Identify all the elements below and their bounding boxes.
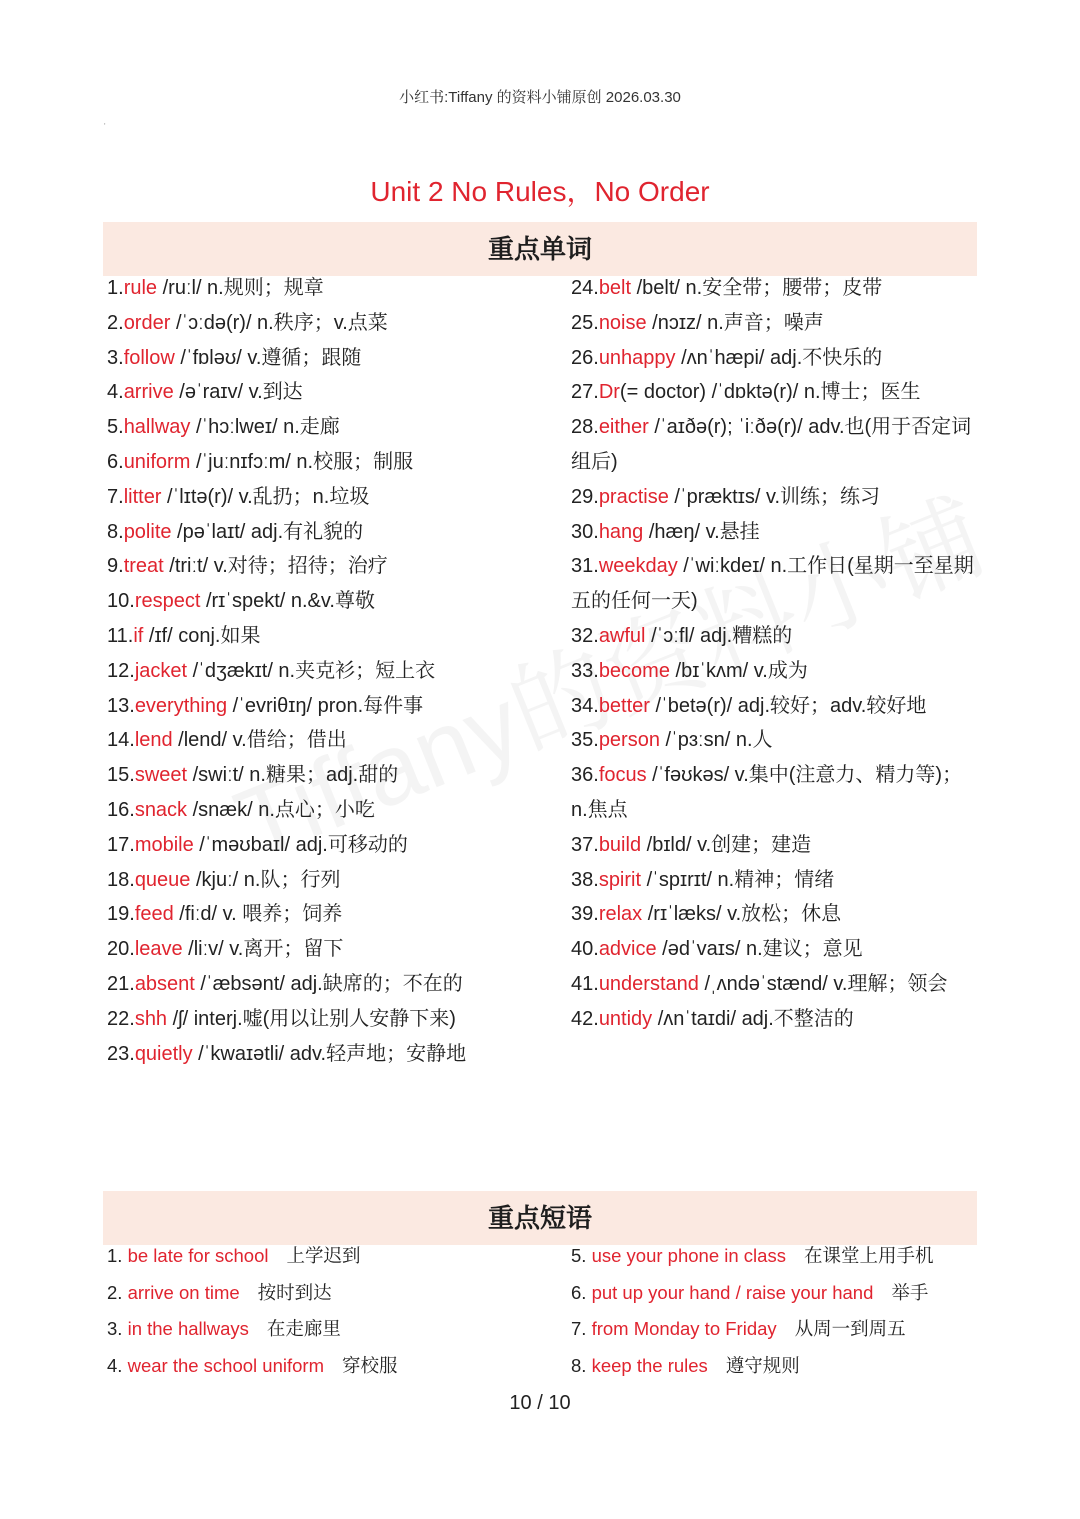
vocab-word: hallway: [123, 416, 191, 439]
phrase-meaning: 穿校服: [341, 1354, 398, 1376]
vocab-word: shh: [134, 1007, 168, 1030]
word-entry: [571, 863, 976, 898]
phrase-text: be late for school: [127, 1245, 269, 1266]
word-entry: [107, 758, 557, 793]
phrase-meaning: 在课堂上用手机: [803, 1245, 934, 1266]
word-number: 19.: [107, 903, 135, 926]
word-entry: [107, 515, 557, 550]
word-entry: [571, 689, 976, 724]
word-definition: /ʌnˈtaɪdi/ adj.不整洁的: [652, 1007, 854, 1030]
word-definition: /ˈpɜːsn/ n.人: [659, 729, 773, 752]
word-number: 26.: [571, 346, 599, 369]
phrase-list-right: [571, 1238, 991, 1384]
phrase-entry: [107, 1238, 557, 1275]
phrase-entry: [571, 1238, 991, 1275]
phrase-text: keep the rules: [591, 1354, 708, 1376]
phrase-number: 1.: [107, 1245, 128, 1266]
word-entry: [571, 897, 976, 932]
word-number: 3.: [107, 346, 124, 369]
word-definition: /snæk/ n.点心；小吃: [187, 798, 375, 821]
phrase-meaning: 举手: [891, 1281, 929, 1303]
vocab-word: leave: [134, 938, 183, 961]
word-number: 36.: [571, 764, 599, 787]
phrase-meaning: 上学迟到: [286, 1245, 361, 1266]
phrase-entry: [107, 1311, 557, 1348]
word-number: 33.: [571, 659, 599, 682]
phrase-text: from Monday to Friday: [591, 1318, 777, 1340]
word-entry: [107, 410, 557, 445]
word-number: 28.: [571, 416, 599, 439]
phrase-entry: [107, 1275, 557, 1312]
unit-title: Unit 2 No Rules，No Order: [370, 176, 710, 207]
word-definition: /bɪld/ v.创建；建造: [641, 833, 812, 856]
word-definition: /lend/ v.借给；借出: [172, 729, 347, 752]
vocab-word: understand: [598, 972, 699, 995]
vocab-word: polite: [123, 520, 172, 543]
word-entry: [571, 654, 976, 689]
section-header-words: 重点单词: [103, 222, 977, 276]
word-number: 35.: [571, 729, 599, 752]
word-definition: /ˈfəʊkəs/ v.集中(注意力、精力等)；n.焦点: [571, 764, 963, 821]
vocab-word: practise: [598, 485, 669, 508]
vocab-word: queue: [134, 868, 191, 891]
vocab-word: quietly: [134, 1042, 193, 1065]
word-entry: [107, 828, 557, 863]
phrase-number: 7.: [571, 1318, 592, 1340]
word-definition: /kjuː/ n.队；行列: [190, 868, 341, 891]
word-entry: [107, 271, 557, 306]
word-definition: /ˈwiːkdeɪ/ n.工作日(星期一至星期五的任何一天): [571, 555, 974, 613]
word-definition: /ʃ/ interj.嘘(用以让别人安静下来): [167, 1007, 456, 1030]
word-number: 20.: [107, 938, 135, 961]
word-definition: /fiːd/ v. 喂养；饲养: [173, 903, 343, 926]
vocab-word: rule: [123, 277, 158, 299]
vocab-word: absent: [134, 972, 195, 995]
phrase-meaning: 遵守规则: [725, 1354, 800, 1376]
word-definition: /ədˈvaɪs/ n.建议；意见: [656, 938, 863, 961]
word-definition: /pəˈlaɪt/ adj.有礼貌的: [171, 520, 364, 543]
phrase-text: wear the school uniform: [127, 1354, 324, 1376]
page-number: 10 / 10: [509, 1392, 571, 1414]
word-number: 23.: [107, 1042, 135, 1065]
word-definition: /ˈbetə(r)/ adj.较好；adv.较好地: [649, 694, 927, 717]
vocab-word: spirit: [598, 868, 642, 891]
word-entry: [571, 515, 976, 550]
vocab-word: jacket: [134, 659, 188, 682]
word-definition: /ˈkwaɪətli/ adv.轻声地；安静地: [192, 1042, 467, 1065]
word-number: 34.: [571, 694, 599, 717]
word-entry: [107, 1002, 557, 1037]
vocab-word: snack: [134, 798, 188, 821]
phrase-number: 8.: [571, 1354, 592, 1376]
word-number: 40.: [571, 938, 599, 961]
phrase-list-left: [107, 1238, 557, 1384]
word-number: 42.: [571, 1007, 599, 1030]
word-definition: /liːv/ v.离开；留下: [182, 938, 344, 961]
phrase-number: 4.: [107, 1354, 128, 1376]
word-definition: /ɪf/ conj.如果: [143, 624, 261, 647]
word-number: 27.: [571, 381, 599, 404]
word-entry: [571, 828, 976, 863]
word-definition: /rɪˈspekt/ n.&v.尊敬: [200, 590, 375, 613]
vocab-word: treat: [123, 555, 164, 578]
word-entry: [107, 967, 557, 1002]
vocab-word: if: [133, 624, 144, 647]
vocab-word: weekday: [598, 555, 678, 578]
section-header-phrases: 重点短语: [103, 1191, 977, 1245]
phrase-number: 3.: [107, 1318, 128, 1340]
word-entry: [571, 375, 976, 410]
phrase-entry: [571, 1275, 991, 1312]
phrase-entry: [571, 1348, 991, 1385]
word-entry: [107, 584, 557, 619]
word-entry: [107, 445, 557, 480]
word-definition: /ˈfɒləʊ/ v.遵循；跟随: [174, 346, 362, 369]
word-number: 25.: [571, 311, 599, 334]
word-entry: [571, 723, 976, 758]
word-entry: [107, 480, 557, 515]
phrase-meaning: 在走廊里: [266, 1318, 341, 1340]
word-number: 39.: [571, 903, 599, 926]
word-definition: /ˈməʊbaɪl/ adj.可移动的: [193, 833, 408, 856]
vocab-word: become: [598, 659, 670, 682]
word-number: 9.: [107, 555, 124, 578]
word-entry: [571, 967, 976, 1002]
word-number: 15.: [107, 764, 135, 787]
word-definition: /ˈɔːfl/ adj.糟糕的: [645, 624, 793, 647]
word-entry: [107, 341, 557, 376]
vocab-word: follow: [123, 346, 175, 369]
word-number: 2.: [107, 311, 124, 334]
word-number: 12.: [107, 659, 135, 682]
word-definition: /swiːt/ n.糖果；adj.甜的: [187, 764, 399, 787]
word-number: 22.: [107, 1007, 135, 1030]
vocab-word: focus: [598, 764, 647, 787]
vocab-word: lend: [134, 729, 173, 752]
word-entry: [107, 897, 557, 932]
word-definition: /ˌʌndəˈstænd/ v.理解；领会: [698, 972, 948, 995]
word-entry: [571, 341, 976, 376]
word-entry: [571, 410, 976, 480]
word-definition: /ˈdʒækɪt/ n.夹克衫；短上衣: [187, 659, 436, 682]
phrase-meaning: 从周一到周五: [794, 1318, 906, 1340]
word-entry: [571, 306, 976, 341]
word-entry: [107, 932, 557, 967]
word-number: 16.: [107, 798, 135, 821]
word-number: 6.: [107, 450, 124, 473]
vocab-word: mobile: [134, 833, 194, 856]
word-list-left: [107, 271, 557, 1071]
phrase-text: arrive on time: [127, 1281, 240, 1303]
vocab-word: arrive: [123, 381, 174, 404]
word-entry: [571, 1002, 976, 1037]
vocab-word: respect: [134, 590, 201, 613]
word-number: 38.: [571, 868, 599, 891]
phrase-entry: [107, 1348, 557, 1385]
word-definition: /ˈlɪtə(r)/ v.乱扔；n.垃圾: [161, 485, 370, 508]
vocab-word: relax: [598, 903, 643, 926]
word-definition: /ˈɔːdə(r)/ n.秩序；v.点菜: [170, 311, 388, 334]
vocab-word: everything: [134, 694, 228, 717]
phrase-text: use your phone in class: [591, 1245, 786, 1266]
vocab-word: uniform: [123, 450, 191, 473]
phrase-meaning: 按时到达: [257, 1281, 332, 1303]
phrase-number: 2.: [107, 1281, 128, 1303]
vocab-word: advice: [598, 938, 657, 961]
word-definition: /ˈspɪrɪt/ n.精神；情绪: [641, 868, 835, 891]
word-number: 21.: [107, 972, 135, 995]
phrase-number: 6.: [571, 1281, 592, 1303]
word-entry: [571, 932, 976, 967]
word-number: 31.: [571, 555, 599, 578]
word-number: 14.: [107, 729, 135, 752]
word-number: 24.: [571, 277, 599, 299]
word-entry: [571, 480, 976, 515]
word-definition: /triːt/ v.对待；招待；治疗: [163, 555, 388, 578]
vocab-word: build: [598, 833, 642, 856]
word-entry: [107, 1037, 557, 1072]
word-definition: /ˈevriθɪŋ/ pron.每件事: [227, 694, 424, 717]
word-entry: [107, 306, 557, 341]
word-number: 10.: [107, 590, 135, 613]
vocab-word: better: [598, 694, 650, 717]
word-definition: /ˈhɔːlweɪ/ n.走廊: [190, 416, 340, 439]
word-entry: [107, 619, 557, 654]
vocab-word: sweet: [134, 764, 188, 787]
word-definition: /belt/ n.安全带；腰带；皮带: [631, 277, 883, 299]
word-number: 32.: [571, 624, 599, 647]
word-definition: /hæŋ/ v.悬挂: [643, 520, 760, 543]
vocab-word: litter: [123, 485, 162, 508]
word-number: 13.: [107, 694, 135, 717]
word-definition: /ruːl/ n.规则；规章: [157, 277, 324, 299]
word-number: 30.: [571, 520, 599, 543]
phrase-text: in the hallways: [127, 1318, 249, 1340]
word-number: 17.: [107, 833, 135, 856]
word-entry: [571, 758, 976, 828]
vocab-word: belt: [598, 277, 632, 299]
word-entry: [107, 863, 557, 898]
word-definition: /əˈraɪv/ v.到达: [173, 381, 303, 404]
word-number: 5.: [107, 416, 124, 439]
word-number: 18.: [107, 868, 135, 891]
phrase-number: 5.: [571, 1245, 592, 1266]
word-entry: [107, 375, 557, 410]
word-number: 8.: [107, 520, 124, 543]
vocab-word: unhappy: [598, 346, 676, 369]
word-definition: /ˈpræktɪs/ v.训练；练习: [668, 485, 881, 508]
word-number: 4.: [107, 381, 124, 404]
vocab-word: noise: [598, 311, 647, 334]
word-number: 11.: [107, 624, 134, 647]
phrase-entry: [571, 1311, 991, 1348]
word-entry: [571, 271, 976, 306]
vocab-word: Dr: [598, 381, 620, 404]
vocab-word: untidy: [598, 1007, 653, 1030]
phrase-text: put up your hand / raise your hand: [591, 1281, 874, 1303]
word-definition: (= doctor) /ˈdɒktə(r)/ n.博士；医生: [619, 381, 921, 404]
word-number: 41.: [571, 972, 599, 995]
word-definition: /ˈæbsənt/ adj.缺席的；不在的: [194, 972, 463, 995]
header-note: 小红书:Tiffany 的资料小铺原创 2026.03.30: [399, 89, 681, 106]
word-entry: [107, 723, 557, 758]
word-definition: /ˈjuːnɪfɔːm/ n.校服；制服: [190, 450, 414, 473]
word-entry: [571, 619, 976, 654]
word-definition: /ˈaɪðə(r); ˈiːðə(r)/ adv.也(用于否定词组后): [571, 416, 972, 473]
vocab-word: feed: [134, 903, 174, 926]
word-definition: /ʌnˈhæpi/ adj.不快乐的: [675, 346, 883, 369]
word-definition: /rɪˈlæks/ v.放松；休息: [642, 903, 842, 926]
word-entry: [107, 793, 557, 828]
word-number: 7.: [107, 485, 124, 508]
word-entry: [571, 549, 976, 619]
word-entry: [107, 689, 557, 724]
word-entry: [107, 549, 557, 584]
word-entry: [107, 654, 557, 689]
word-number: 1.: [107, 277, 124, 299]
word-number: 29.: [571, 485, 599, 508]
tick-mark: ': [104, 122, 106, 131]
word-definition: /bɪˈkʌm/ v.成为: [669, 659, 808, 682]
vocab-word: person: [598, 729, 660, 752]
word-number: 37.: [571, 833, 599, 856]
vocab-word: order: [123, 311, 171, 334]
vocab-word: either: [598, 416, 649, 439]
word-definition: /nɔɪz/ n.声音；噪声: [646, 311, 824, 334]
word-list-right: [571, 271, 976, 1037]
vocab-word: awful: [598, 624, 646, 647]
vocab-word: hang: [598, 520, 644, 543]
